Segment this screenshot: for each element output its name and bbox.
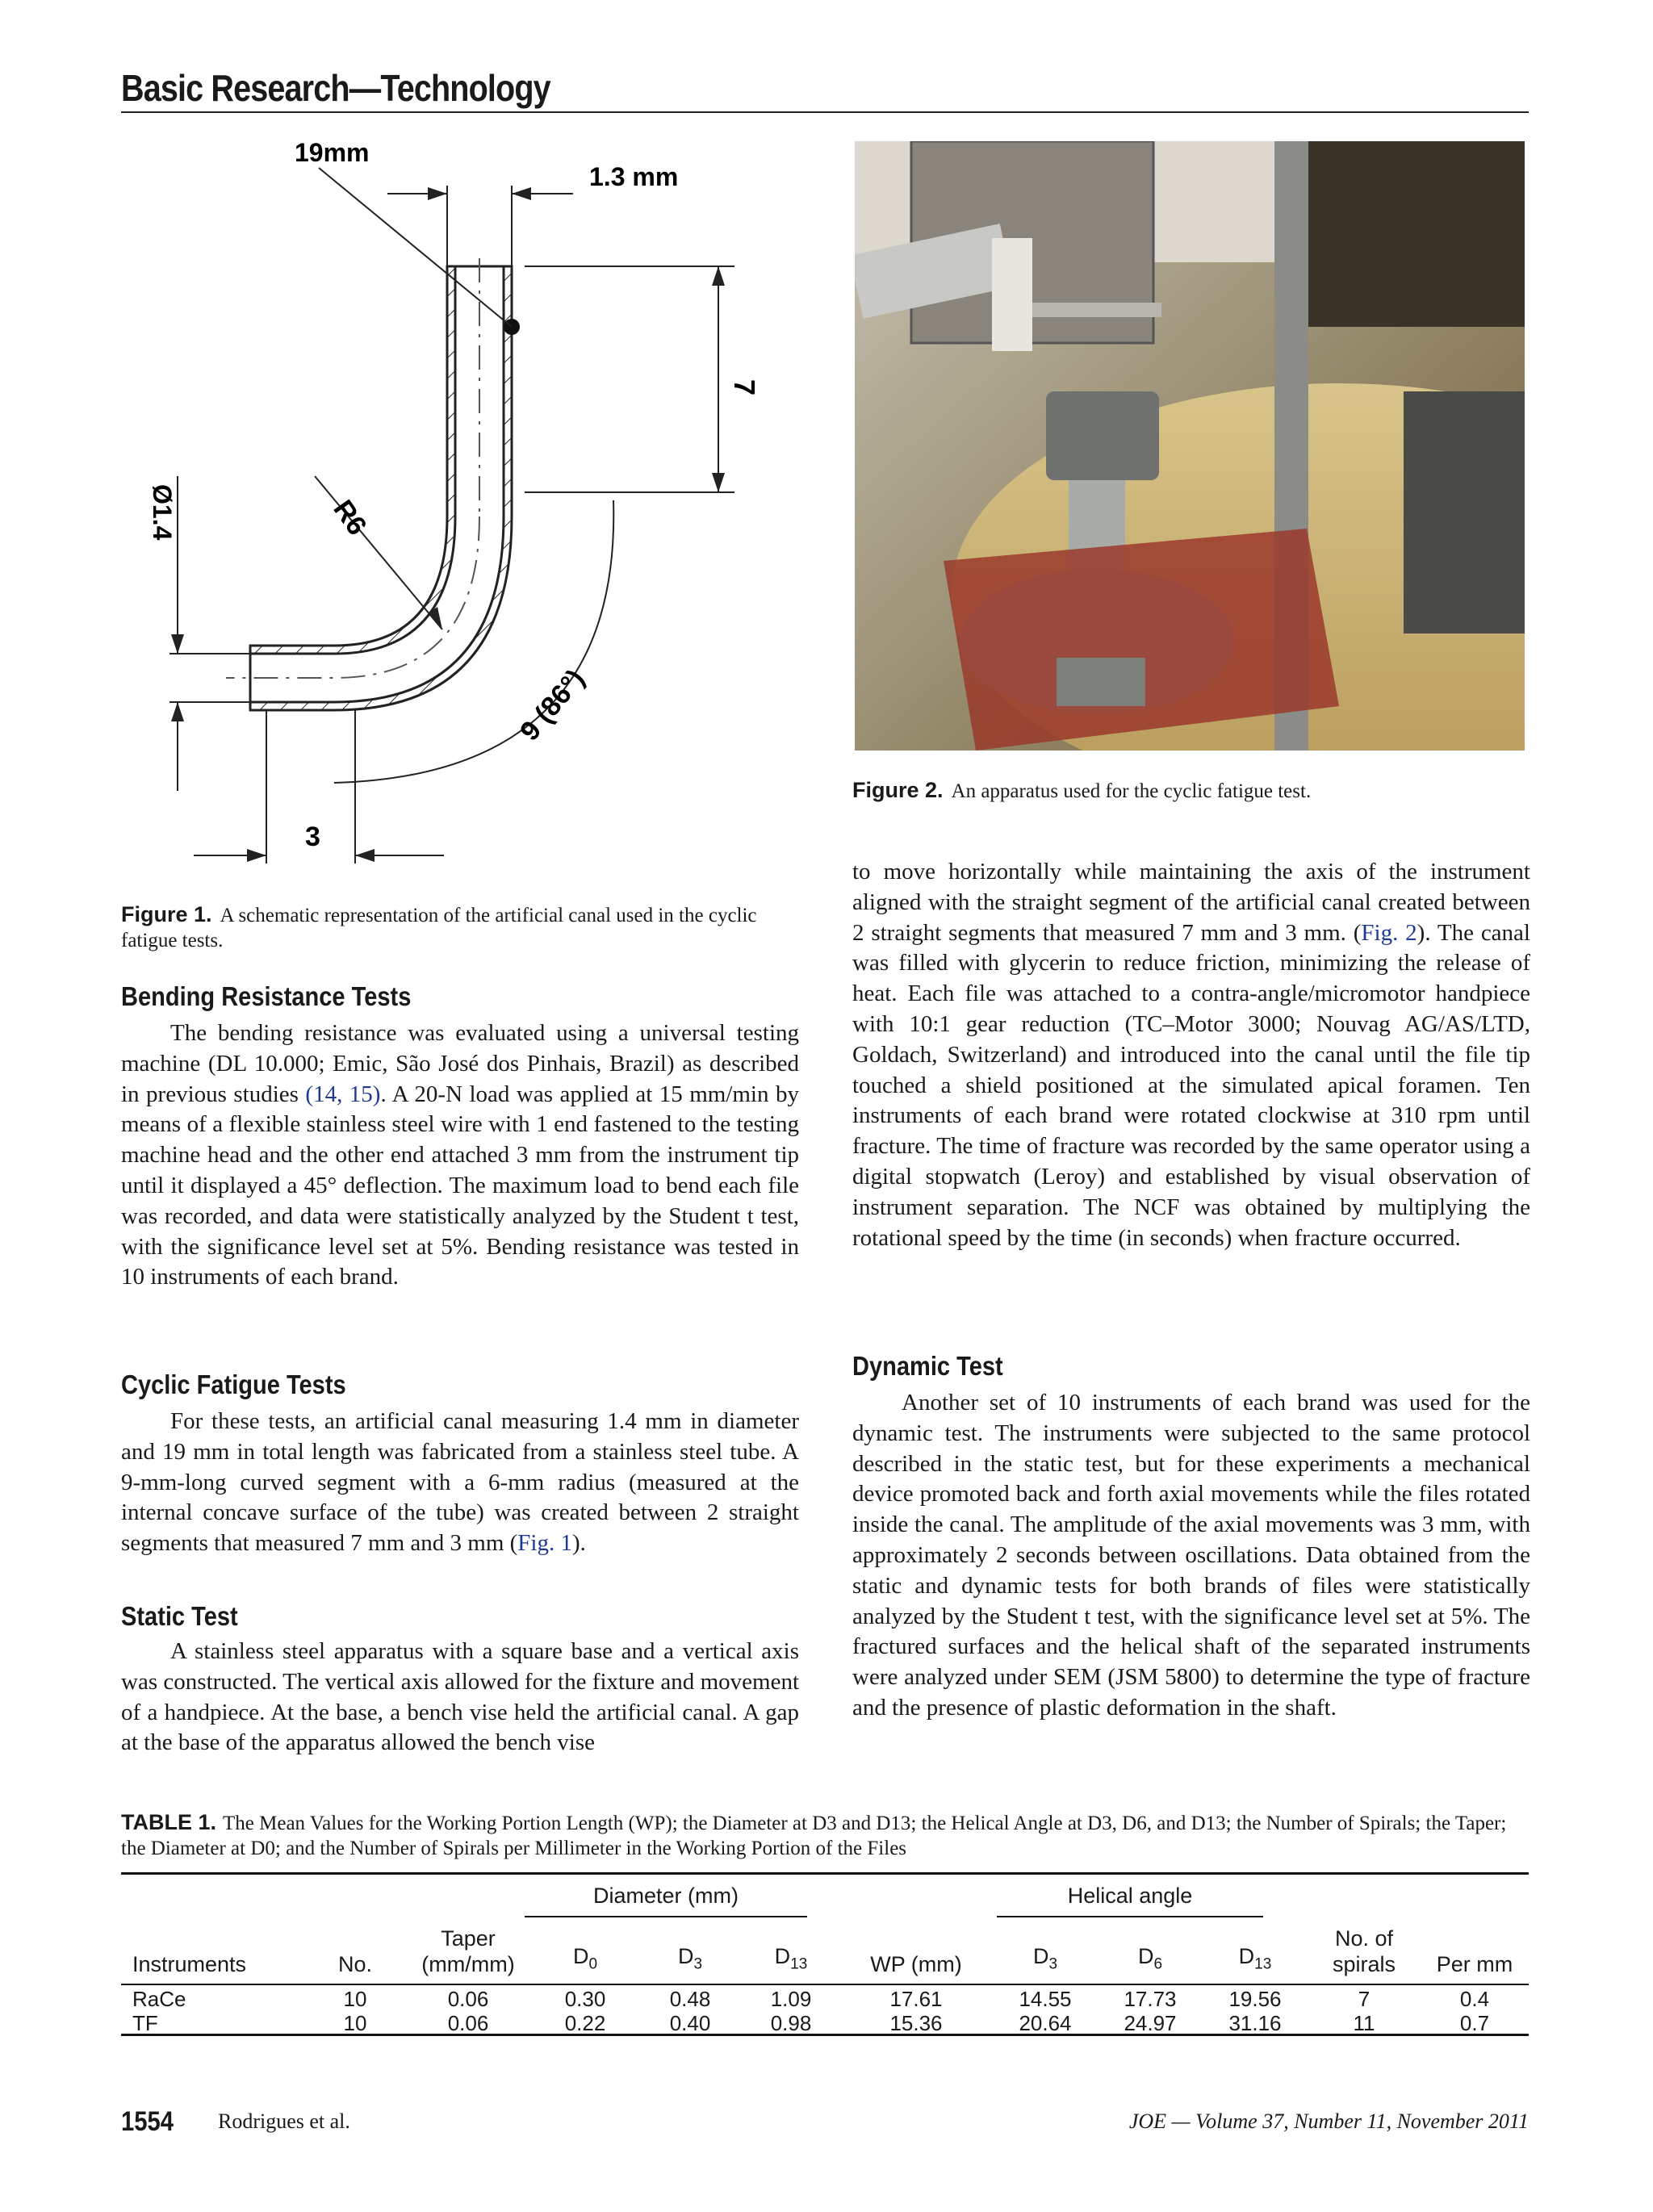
figure-1-schematic <box>121 129 815 888</box>
helical-group-header: Helical angle <box>1067 1884 1193 1908</box>
table-cell: 0.48 <box>669 1987 711 2011</box>
table-header-cell: $D_6$ <box>1137 1943 1163 1972</box>
dim-length-label: 19mm <box>295 138 370 167</box>
figure-1-caption-text: A schematic representation of the artificial canal used in the cyclic fatigue tests. <box>121 905 757 951</box>
table-cell: 1.09 <box>770 1987 812 2011</box>
table-1-label: TABLE 1. <box>121 1810 217 1834</box>
table-header-cell: $D_3$ <box>677 1943 703 1972</box>
table-1-caption: TABLE 1. The Mean Values for the Working Portion Length (WP); the Diameter at D3 and D13; the Helical Angle at D3, D6, and D13; the Number of Spirals; the Taper; the Diameter at D0; and the Number of Spirals per Millimeter in the Working Portion of the Files <box>121 1810 1507 1859</box>
table-header-cell: $D_0$ <box>572 1943 598 1972</box>
header-rule <box>121 111 1529 113</box>
figure-2-label: Figure 2. <box>852 778 944 802</box>
table-header-cell: WP (mm) <box>870 1952 962 1976</box>
table-cell: 31.16 <box>1228 2011 1282 2035</box>
table-header-cell: Instruments <box>132 1952 247 1976</box>
table-header-cell: $D_{13}$ <box>774 1943 808 1972</box>
table-cell: 0.06 <box>447 2011 489 2035</box>
cyclic-paragraph: For these tests, an artificial canal measuring 1.4 mm in diameter and 19 mm in total length was fabricated from a stainless steel tube. A 9-mm-long curved segment with a 6-mm radius (measured at the internal concave surface of the tube) was created between 2 straight segments that measured 7 mm and 3 mm (Fig. 1). <box>121 1408 799 1557</box>
bending-paragraph: The bending resistance was evaluated using a universal testing machine (DL 10.000; Emic, São José dos Pinhais, Brazil) as described in previous studies (14, 15). A 20-N load was applied at 15 mm/min by means of a flexible stainless steel wire with 1 end fastened to the testing machine head and the other end attached 3 mm from the instrument tip until it displayed a 45° deflection. The maximum load to bend each file was recorded, and data were statistically analyzed by the Student t test, with the significance level set at 5%. Bending resistance was tested in 10 instruments of each brand. <box>121 1020 799 1290</box>
table-cell: 0.06 <box>447 1987 489 2011</box>
table-cell: 19.56 <box>1228 1987 1282 2011</box>
table-row <box>121 2011 1529 2035</box>
table-cell: 0.98 <box>770 2011 812 2035</box>
fig2-link[interactable]: Fig. 2 <box>1361 919 1417 946</box>
figure-2-caption <box>852 778 1530 804</box>
table-cell: 24.97 <box>1124 2011 1177 2035</box>
table-cell: 17.61 <box>889 1987 943 2011</box>
table-cell: 0.22 <box>564 2011 606 2035</box>
bending-heading: Bending Resistance Tests <box>121 981 412 1011</box>
table-cell: TF <box>132 2011 158 2035</box>
table-cell: 0.30 <box>564 1987 606 2011</box>
table-cell: 15.36 <box>889 2011 943 2035</box>
table-header-cell: $D_3$ <box>1032 1943 1058 1972</box>
table-row <box>121 1987 1529 2011</box>
footer-journal: JOE — Volume 37, Number 11, November 2011 <box>1128 2110 1529 2133</box>
table-cell: 7 <box>1358 1987 1371 2011</box>
running-title: Basic Research—Technology <box>121 67 550 109</box>
footer-authors: Rodrigues et al. <box>218 2110 350 2133</box>
table-header-cell: Per mm <box>1436 1952 1513 1976</box>
static-heading: Static Test <box>121 1601 238 1631</box>
dim-curve-label: 9 (86°) <box>514 663 591 747</box>
table-cell: 11 <box>1353 2011 1375 2035</box>
table-cell: 0.7 <box>1459 2011 1490 2035</box>
table-1-header-row <box>121 1905 1529 1982</box>
dynamic-heading: Dynamic Test <box>852 1351 1003 1381</box>
table-header-cell: Taper (mm/mm) <box>421 1926 515 1976</box>
table-header-rule <box>121 1984 1529 1985</box>
dim-straight1-label: 7 <box>728 379 761 396</box>
cyclic-heading: Cyclic Fatigue Tests <box>121 1369 346 1399</box>
dim-tube-label: 1.3 mm <box>589 162 679 191</box>
table-top-rule <box>121 1872 1529 1875</box>
static-continued-paragraph: to move horizontally while maintaining the axis of the instrument aligned with the straight segment of the artificial canal created between 2 straight segments that measured 7 mm and 3 mm. (Fig. 2). The canal was filled with glycerin to reduce friction, minimizing the release of heat. Each file was attached to a contra-angle/micromotor handpiece with 10:1 gear reduction (TC–Motor 3000; Nouvag AG/AS/LTD, Goldach, Switzerland) and introduced into the canal until the file tip touched a shield positioned at the simulated apical foramen. Ten instruments of each brand were rotated clockwise at 310 rpm until fracture. The time of fracture was recorded by the same operator using a digital stopwatch (Leroy) and established by visual observation of instrument separation. The NCF was obtained by multiplying the rotational speed by the time (in seconds) when fracture occurred. <box>852 859 1530 1251</box>
diameter-group-header: Diameter (mm) <box>593 1884 739 1908</box>
table-cell: 0.4 <box>1459 1987 1490 2011</box>
table-cell: RaCe <box>132 1987 186 2011</box>
dynamic-paragraph: Another set of 10 instruments of each brand was used for the dynamic test. The instruments were subjected to the same protocol described in the static test, but for these experiments a mechanical device promoted back and forth axial movements while the files rotated inside the canal. The amplitude of the axial movements was 3 mm, with approximately 2 seconds between oscillations. Data obtained from the static and dynamic tests for both brands of files were statistically analyzed by the Student t test, with the significance level set at 5%. The fractured surfaces and the helical shaft of the separated instruments were analyzed under SEM (JSM 5800) to determine the type of fracture and the presence of plastic deformation in the shaft. <box>852 1390 1530 1721</box>
figure-2-caption-text: An apparatus used for the cyclic fatigue test. <box>951 780 1312 802</box>
page-number: 1554 <box>121 2106 174 2137</box>
table-header-cell: No. <box>337 1952 373 1976</box>
figure-2-photo <box>855 141 1525 751</box>
dim-straight2-label: 3 <box>305 822 320 852</box>
figure-1-caption <box>121 902 799 953</box>
dim-radius-label: R6 <box>327 494 373 542</box>
table-cell: 20.64 <box>1019 2011 1072 2035</box>
figure-1-label: Figure 1. <box>121 902 212 926</box>
table-cell: 0.40 <box>669 2011 711 2035</box>
dim-diameter-label: Ø1.4 <box>148 484 177 541</box>
static-paragraph: A stainless steel apparatus with a square base and a vertical axis was constructed. The vertical axis allowed for the fixture and movement of a handpiece. At the base, a bench vise held the artificial canal. A gap at the base of the apparatus allowed the bench vise <box>121 1638 799 1756</box>
ref-link-14-15[interactable]: (14, 15) <box>305 1081 381 1107</box>
table-header-cell: $D_{13}$ <box>1238 1943 1272 1972</box>
table-cell: 10 <box>343 2011 367 2035</box>
fig1-link[interactable]: Fig. 1 <box>517 1530 572 1557</box>
table-cell: 10 <box>343 1987 367 2011</box>
table-cell: 14.55 <box>1019 1987 1072 2011</box>
table-cell: 17.73 <box>1124 1987 1177 2011</box>
table-header-cell: No. of spirals <box>1332 1926 1396 1976</box>
